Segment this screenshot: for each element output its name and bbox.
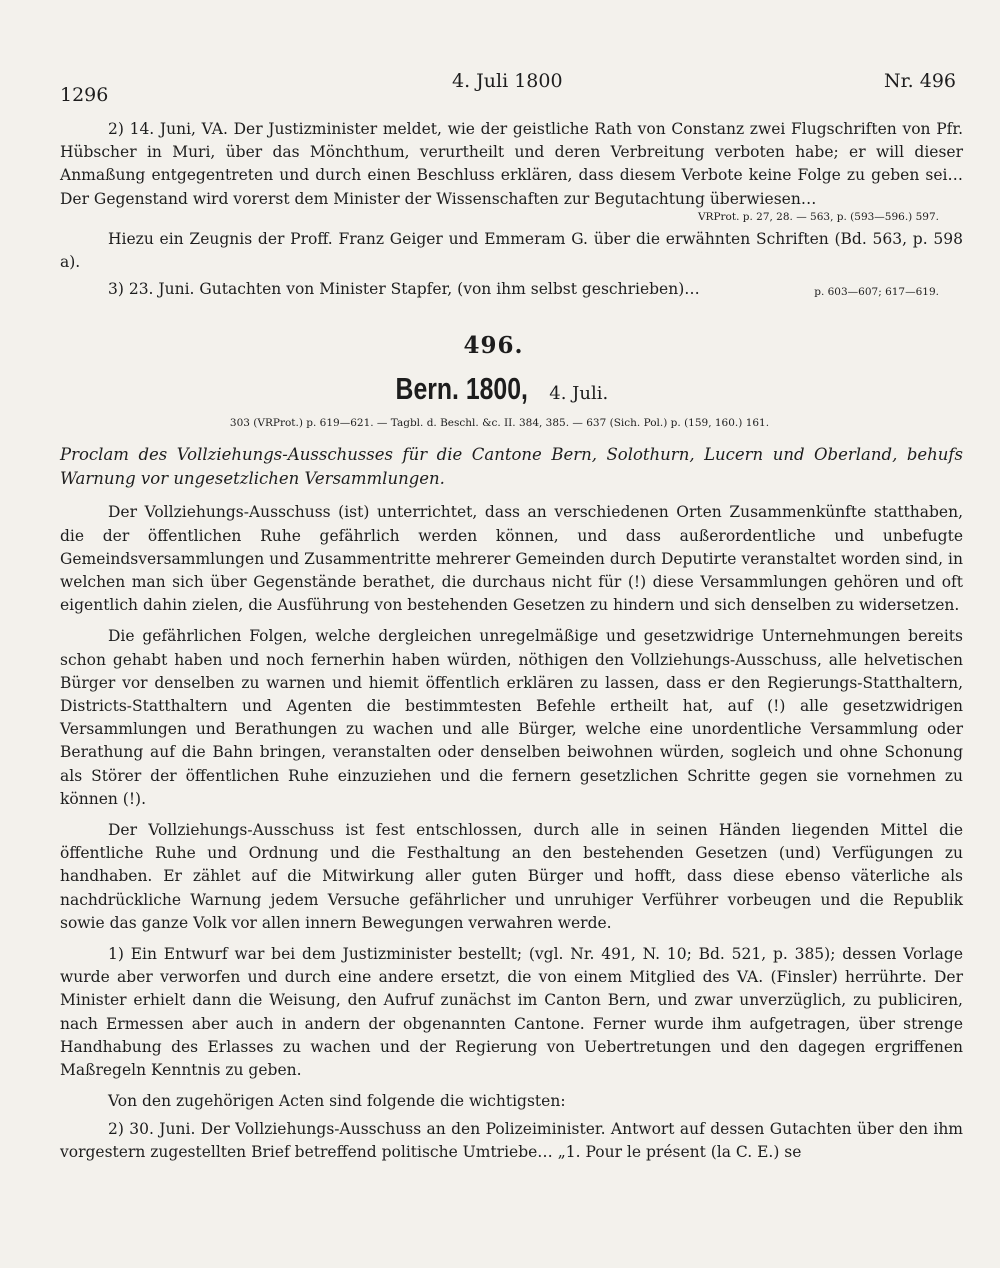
- document-title: Proclam des Vollziehungs-Ausschusses für die Cantone Bern, Solothurn, Lucern und Oberland, behufs Warnung vor ungesetzlichen Versammlungen.: [60, 445, 963, 489]
- document-note-2: 2) 30. Juni. Der Vollziehungs-Ausschuss an den Polizeiminister. Antwort auf dessen Gutachten über den ihm vorgestern zugestellten Brief betreffend politische Umtriebe… „1. Pour le présent (la C. E.) se: [60, 1119, 963, 1161]
- previous-note-3-reference: p. 603—607; 617—619.: [814, 286, 939, 299]
- header-document-number: Nr. 496: [884, 70, 956, 92]
- document-note-intro: Von den zugehörigen Acten sind folgende die wichtigsten:: [108, 1092, 566, 1111]
- previous-note-2-addition: Hiezu ein Zeugnis der Proff. Franz Geiger und Emmeram G. über die erwähnten Schriften (Bd. 563, p. 598 a).: [60, 229, 963, 272]
- previous-note-2-reference: VRProt. p. 27, 28. — 563, p. (593—596.) 597.: [697, 210, 939, 223]
- previous-note-2: 2) 14. Juni, VA. Der Justizminister meldet, wie der geistliche Rath von Constanz zwei Flugschriften von Pfr. Hübscher in Muri, über das Mönchthum, verurtheilt und deren Verbreitung verboten habe; er will dieser Anmaßung entgegentreten und durch einen Beschluss erklären, dass diesem Verbote keine Folge zu geben sei… Der Gegenstand wird vorerst dem Minister der Wissenschaften zur Begutachtung überwiesen…: [60, 120, 963, 208]
- document-note-1: 1) Ein Entwurf war bei dem Justizminister bestellt; (vgl. Nr. 491, N. 10; Bd. 521, p. 385); dessen Vorlage wurde aber verworfen und durch eine andere ersetzt, die von einem Mitglied des VA. (Finsler) herrührte. Der Minister erhielt dann die Weisung, den Aufruf zunächst im Canton Bern, und zwar unverzüglich, zu publiciren, nach Ermessen aber auch in andern der obgenannten Cantone. Ferner wurde ihm aufgetragen, über strenge Handhabung des Erlasses zu wachen und der Regierung von Uebertretungen und den dagegen ergriffenen Maßregeln Kenntnis zu geben.: [60, 945, 963, 1080]
- document-references: 303 (VRProt.) p. 619—621. — Tagbl. d. Beschl. &c. II. 384, 385. — 637 (Sich. Pol.) p. (159, 160.) 161.: [229, 417, 770, 430]
- document-number: 496.: [463, 332, 524, 360]
- document-place-date: [60, 371, 963, 407]
- page-body: [60, 118, 963, 1164]
- document-paragraph-1: Der Vollziehungs-Ausschuss (ist) unterrichtet, dass an verschiedenen Orten Zusammenkünfte statthaben, die der öffentlichen Ruhe gefährlich werden können, und dass außerordentliche und unbefugte Gemeindsversammlungen und Zusammentritte mehrerer Gemeinden durch Deputirte veranstaltet worden sind, in welchen man sich über Gegenstände berathet, die durchaus nicht für (!) diese Versammlungen gehören und oft eigentlich dahin zielen, die Ausführung von bestehenden Gesetzen zu hindern und sich denselben zu widersetzen.: [60, 503, 963, 615]
- running-header: [0, 70, 1000, 106]
- document-date: 4. Juli.: [549, 383, 609, 405]
- page-number: 1296: [60, 84, 109, 106]
- document-paragraph-3: Der Vollziehungs-Ausschuss ist fest entschlossen, durch alle in seinen Händen liegenden Mittel die öffentliche Ruhe und Ordnung und die Festhaltung an den bestehenden Gesetzen (und) Verfügungen zu handhaben. Er zählet auf die Mitwirkung aller guten Bürger und hofft, dass diese ebenso väterliche als nachdrückliche Warnung jedem Versuche gefährlicher und unruhiger Verführer vorbeugen und die Republik sowie das ganze Volk vor allen innern Bewegungen verwahren werde.: [60, 821, 963, 932]
- document-paragraph-2: Die gefährlichen Folgen, welche dergleichen unregelmäßige und gesetzwidrige Unternehmungen bereits schon gehabt haben und noch fernerhin haben würden, nöthigen den Vollziehungs-Ausschuss, alle helvetischen Bürger vor denselben zu warnen und hiemit öffentlich erklären zu lassen, dass er den Regierungs-Statthaltern, Districts-Statthaltern und Agenten die bestimmtesten Befehle ertheilt hat, auf (!) alle gesetzwidrigen Versammlungen und Berathungen zu wachen und alle Bürger, welche eine unordentliche Versammlung oder Berathung auf die Bahn bringen, veranstalten oder denselben beiwohnen würden, sogleich und ohne Schonung als Störer der öffentlichen Ruhe einzuziehen und die fernern gesetzlichen Schritte gegen sie vornehmen zu können (!).: [60, 627, 963, 808]
- previous-note-3-text: 3) 23. Juni. Gutachten von Minister Stapfer, (von ihm selbst geschrieben)…: [108, 280, 700, 299]
- previous-note-3: [60, 278, 963, 304]
- document-place: Bern. 1800,: [395, 371, 528, 407]
- header-date: 4. Juli 1800: [452, 70, 563, 92]
